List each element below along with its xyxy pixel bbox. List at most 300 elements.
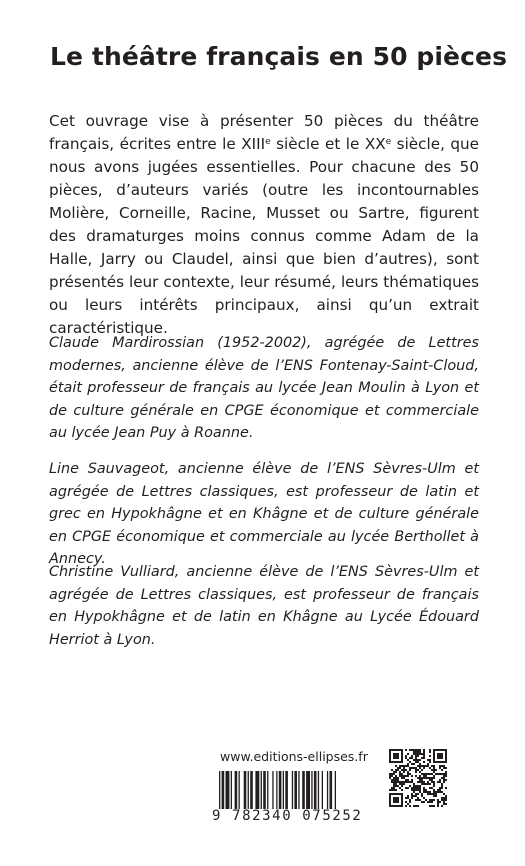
qr-module xyxy=(433,795,435,797)
qr-module xyxy=(397,777,399,779)
qr-module xyxy=(401,797,403,799)
barcode-bar xyxy=(267,771,268,809)
qr-module xyxy=(415,749,417,751)
qr-module xyxy=(421,765,423,767)
qr-module xyxy=(399,767,401,769)
qr-module xyxy=(433,767,435,769)
qr-module xyxy=(403,767,405,769)
qr-module xyxy=(423,751,425,753)
qr-module xyxy=(419,799,421,801)
qr-module xyxy=(419,789,421,791)
qr-module xyxy=(419,753,421,755)
qr-module xyxy=(419,791,421,793)
qr-module xyxy=(389,793,391,795)
qr-module xyxy=(407,781,409,783)
qr-module xyxy=(417,797,419,799)
qr-module xyxy=(393,805,395,807)
qr-module xyxy=(431,777,433,779)
qr-module xyxy=(389,759,391,761)
qr-module xyxy=(393,757,395,759)
isbn-number: 9 782340 075252 xyxy=(212,808,363,824)
barcode-bar xyxy=(322,771,323,809)
qr-module xyxy=(391,779,393,781)
qr-module xyxy=(415,785,417,787)
qr-module xyxy=(405,755,407,757)
qr-module xyxy=(429,749,431,751)
qr-module xyxy=(439,761,441,763)
qr-module xyxy=(393,789,395,791)
barcode-bar xyxy=(335,771,336,809)
qr-module xyxy=(407,787,409,789)
qr-module xyxy=(413,749,415,751)
qr-module xyxy=(395,771,397,773)
qr-module xyxy=(415,769,417,771)
qr-module xyxy=(417,789,419,791)
qr-module xyxy=(421,753,423,755)
barcode-bar xyxy=(318,771,319,809)
qr-module xyxy=(407,797,409,799)
qr-module xyxy=(413,791,415,793)
qr-module xyxy=(439,789,441,791)
qr-module xyxy=(445,757,447,759)
qr-module xyxy=(443,765,445,767)
qr-module xyxy=(405,765,407,767)
qr-module xyxy=(397,755,399,757)
qr-module xyxy=(443,749,445,751)
barcode-bar xyxy=(311,771,312,809)
barcode-bar xyxy=(263,771,266,809)
qr-module xyxy=(395,779,397,781)
barcode-bar xyxy=(231,771,232,809)
qr-module xyxy=(413,789,415,791)
qr-module xyxy=(397,793,399,795)
qr-module xyxy=(443,767,445,769)
qr-module xyxy=(397,761,399,763)
qr-module xyxy=(411,795,413,797)
qr-module xyxy=(433,793,435,795)
qr-module xyxy=(433,757,435,759)
qr-module xyxy=(445,771,447,773)
qr-module xyxy=(421,795,423,797)
qr-module xyxy=(435,795,437,797)
qr-module xyxy=(417,781,419,783)
qr-module xyxy=(405,775,407,777)
publisher-url: www.editions-ellipses.fr xyxy=(220,749,368,764)
qr-module xyxy=(417,761,419,763)
qr-module xyxy=(407,765,409,767)
qr-module xyxy=(427,759,429,761)
barcode-bar xyxy=(298,771,299,809)
qr-module xyxy=(413,767,415,769)
qr-module xyxy=(421,773,423,775)
barcode-bar xyxy=(279,771,282,809)
qr-module xyxy=(437,805,439,807)
qr-module xyxy=(405,781,407,783)
barcode-bar xyxy=(261,771,262,809)
barcode-bar xyxy=(222,771,225,809)
qr-module xyxy=(439,755,441,757)
qr-module xyxy=(439,779,441,781)
qr-module xyxy=(407,779,409,781)
qr-module xyxy=(417,751,419,753)
qr-module xyxy=(437,761,439,763)
qr-module xyxy=(397,785,399,787)
qr-module xyxy=(437,753,439,755)
qr-module xyxy=(441,761,443,763)
qr-module xyxy=(407,803,409,805)
qr-module xyxy=(441,805,443,807)
qr-module xyxy=(433,791,435,793)
qr-module xyxy=(409,757,411,759)
qr-module xyxy=(403,783,405,785)
qr-module xyxy=(429,751,431,753)
qr-module xyxy=(389,795,391,797)
qr-module xyxy=(445,755,447,757)
qr-module xyxy=(417,785,419,787)
qr-module xyxy=(393,801,395,803)
qr-module xyxy=(393,779,395,781)
book-title: Le théâtre français en 50 pièces xyxy=(50,42,508,71)
qr-module xyxy=(427,773,429,775)
qr-module xyxy=(419,785,421,787)
qr-module xyxy=(417,793,419,795)
qr-module xyxy=(395,785,397,787)
qr-module xyxy=(441,785,443,787)
qr-module xyxy=(435,773,437,775)
qr-module xyxy=(433,759,435,761)
qr-module xyxy=(445,753,447,755)
qr-module xyxy=(431,787,433,789)
qr-module xyxy=(393,783,395,785)
qr-module xyxy=(431,793,433,795)
qr-module xyxy=(423,781,425,783)
qr-module xyxy=(411,789,413,791)
qr-module xyxy=(433,775,435,777)
qr-module xyxy=(403,771,405,773)
qr-module xyxy=(413,753,415,755)
qr-module xyxy=(421,769,423,771)
qr-module xyxy=(429,755,431,757)
qr-module xyxy=(399,775,401,777)
qr-module xyxy=(437,749,439,751)
qr-module xyxy=(427,791,429,793)
qr-module xyxy=(389,801,391,803)
qr-module xyxy=(409,761,411,763)
qr-module xyxy=(389,789,391,791)
qr-module xyxy=(443,799,445,801)
qr-module xyxy=(399,781,401,783)
qr-module xyxy=(445,751,447,753)
qr-module xyxy=(435,793,437,795)
qr-module xyxy=(403,769,405,771)
qr-module xyxy=(433,751,435,753)
barcode-bar xyxy=(255,771,259,809)
qr-module xyxy=(407,773,409,775)
qr-module xyxy=(443,793,445,795)
qr-module xyxy=(389,749,391,751)
qr-module xyxy=(395,793,397,795)
qr-module xyxy=(419,765,421,767)
qr-module xyxy=(405,805,407,807)
qr-module xyxy=(399,765,401,767)
qr-module xyxy=(397,797,399,799)
qr-module xyxy=(393,777,395,779)
qr-module xyxy=(417,755,419,757)
qr-module xyxy=(445,799,447,801)
qr-module xyxy=(427,777,429,779)
qr-module xyxy=(393,749,395,751)
qr-module xyxy=(391,761,393,763)
qr-module xyxy=(433,753,435,755)
qr-module xyxy=(435,791,437,793)
qr-module xyxy=(407,771,409,773)
qr-module xyxy=(427,765,429,767)
qr-module xyxy=(401,749,403,751)
qr-module xyxy=(423,773,425,775)
qr-module xyxy=(445,803,447,805)
qr-module xyxy=(431,801,433,803)
qr-module xyxy=(433,749,435,751)
qr-module xyxy=(441,799,443,801)
qr-module xyxy=(441,765,443,767)
qr-module xyxy=(441,787,443,789)
qr-module xyxy=(401,759,403,761)
author-bio-sauvageot: Line Sauvageot, ancienne élève de l’ENS Sèvres-Ulm et agrégée de Lettres classiques, est professeur de latin et grec en Hypokhâgne et en Khâgne et de culture générale en CPGE économique et commerciale au lycée Berthollet à Annecy. xyxy=(49,461,479,567)
qr-module xyxy=(393,755,395,757)
barcode-bar xyxy=(302,771,305,809)
qr-module xyxy=(441,769,443,771)
qr-module xyxy=(401,769,403,771)
qr-module xyxy=(389,773,391,775)
qr-module xyxy=(395,781,397,783)
qr-module xyxy=(395,769,397,771)
qr-module xyxy=(399,749,401,751)
qr-module xyxy=(413,763,415,765)
qr-module xyxy=(421,783,423,785)
qr-module xyxy=(413,759,415,761)
qr-module xyxy=(405,801,407,803)
qr-module xyxy=(421,757,423,759)
qr-module xyxy=(389,775,391,777)
qr-module xyxy=(437,755,439,757)
barcode-bar xyxy=(314,771,317,809)
barcode-bar xyxy=(285,771,288,809)
qr-module xyxy=(411,755,413,757)
qr-module xyxy=(401,753,403,755)
qr-module xyxy=(429,791,431,793)
summary-text-2: siècle et le XX xyxy=(270,135,386,153)
qr-module xyxy=(389,805,391,807)
qr-module xyxy=(415,751,417,753)
qr-module xyxy=(395,799,397,801)
qr-module xyxy=(429,761,431,763)
qr-module xyxy=(391,773,393,775)
qr-module xyxy=(397,799,399,801)
qr-module xyxy=(445,779,447,781)
qr-module xyxy=(437,791,439,793)
qr-module xyxy=(395,783,397,785)
qr-module xyxy=(401,777,403,779)
qr-module xyxy=(411,793,413,795)
qr-module xyxy=(445,797,447,799)
qr-module xyxy=(423,757,425,759)
qr-module xyxy=(419,787,421,789)
qr-module xyxy=(443,803,445,805)
qr-module xyxy=(409,799,411,801)
qr-module xyxy=(445,749,447,751)
qr-module xyxy=(419,759,421,761)
qr-module xyxy=(445,761,447,763)
summary-text-3: siècle, que nous avons jugées essentielles. Pour chacune des 50 pièces, d’auteurs variés (outre les incontournables Molière, Corneille, Racine, Musset ou Sartre, figurent des dramaturges moins connus comme Adam de la Halle, Jarry ou Claudel, ainsi que bien d’autres), sont présentés leur contexte, leur résumé, leurs thématiques ou leurs intérêts principaux, ainsi qu’un extrait caractéristique. xyxy=(49,135,479,337)
qr-module xyxy=(407,795,409,797)
qr-module xyxy=(419,779,421,781)
qr-module xyxy=(423,797,425,799)
qr-module xyxy=(417,787,419,789)
qr-module xyxy=(411,779,413,781)
qr-module xyxy=(411,767,413,769)
qr-module xyxy=(409,767,411,769)
qr-module xyxy=(439,801,441,803)
qr-module xyxy=(399,805,401,807)
qr-module xyxy=(427,801,429,803)
qr-module xyxy=(419,777,421,779)
qr-module xyxy=(405,779,407,781)
qr-module xyxy=(425,791,427,793)
qr-module xyxy=(427,793,429,795)
qr-module xyxy=(431,779,433,781)
barcode-bar xyxy=(272,771,273,809)
qr-module xyxy=(391,749,393,751)
qr-module xyxy=(391,793,393,795)
qr-module xyxy=(435,769,437,771)
qr-module xyxy=(395,761,397,763)
century-superscript-2: e xyxy=(385,137,392,147)
qr-module xyxy=(395,775,397,777)
qr-module xyxy=(423,791,425,793)
barcode-bar xyxy=(248,771,249,809)
qr-module xyxy=(415,799,417,801)
qr-module xyxy=(399,787,401,789)
qr-module xyxy=(441,797,443,799)
qr-module xyxy=(413,751,415,753)
qr-module xyxy=(423,801,425,803)
qr-module xyxy=(413,785,415,787)
qr-module xyxy=(429,783,431,785)
qr-module xyxy=(393,781,395,783)
summary-text-1: Cet ouvrage vise à présenter 50 pièces du théâtre français, écrites entre le XIII xyxy=(49,112,479,153)
qr-module xyxy=(393,793,395,795)
author-bio-mardirossian: Claude Mardirossian (1952-2002), agrégée de Lettres modernes, ancienne élève de l’ENS Fontenay-Saint-Cloud, était professeur de français au lycée Jean Moulin à Lyon et de culture générale en CPGE économique et commerciale au lycée Jean Puy à Roanne. xyxy=(49,335,479,441)
qr-module xyxy=(393,773,395,775)
qr-module xyxy=(405,787,407,789)
qr-module xyxy=(415,755,417,757)
qr-module xyxy=(415,771,417,773)
qr-module xyxy=(405,757,407,759)
qr-module xyxy=(417,765,419,767)
qr-module xyxy=(411,797,413,799)
qr-module xyxy=(421,779,423,781)
barcode-bar xyxy=(327,771,328,809)
qr-module xyxy=(395,801,397,803)
qr-module xyxy=(411,749,413,751)
qr-module xyxy=(389,777,391,779)
qr-module xyxy=(389,755,391,757)
qr-module xyxy=(433,785,435,787)
qr-module xyxy=(419,781,421,783)
qr-module xyxy=(409,785,411,787)
qr-module xyxy=(393,761,395,763)
qr-module xyxy=(431,805,433,807)
qr-module xyxy=(415,753,417,755)
qr-module xyxy=(411,781,413,783)
qr-module xyxy=(439,787,441,789)
qr-module xyxy=(415,795,417,797)
qr-module xyxy=(423,775,425,777)
book-summary xyxy=(49,110,479,340)
qr-module xyxy=(445,795,447,797)
qr-module xyxy=(415,793,417,795)
qr-module xyxy=(433,781,435,783)
qr-module xyxy=(439,757,441,759)
qr-module xyxy=(437,801,439,803)
qr-module xyxy=(419,767,421,769)
qr-module xyxy=(429,777,431,779)
author-bio-vulliard: Christine Vulliard, ancienne élève de l’ENS Sèvres-Ulm et agrégée de Lettres classiques, est professeur de français en Hypokhâgne et de latin en Khâgne au Lycée Édouard Herriot à Lyon. xyxy=(49,564,479,648)
qr-module xyxy=(395,777,397,779)
qr-module xyxy=(395,797,397,799)
barcode-bar xyxy=(250,771,253,809)
qr-module xyxy=(437,799,439,801)
qr-module xyxy=(413,783,415,785)
qr-module xyxy=(401,801,403,803)
qr-module xyxy=(409,781,411,783)
barcode-bar xyxy=(294,771,297,809)
qr-module xyxy=(423,787,425,789)
qr-module xyxy=(419,763,421,765)
barcode-bar xyxy=(239,771,240,809)
qr-module xyxy=(431,773,433,775)
qr-module xyxy=(429,801,431,803)
qr-module xyxy=(417,799,419,801)
qr-module xyxy=(437,757,439,759)
qr-module xyxy=(393,799,395,801)
qr-module xyxy=(421,793,423,795)
qr-module xyxy=(401,775,403,777)
qr-module xyxy=(409,769,411,771)
barcode-bar xyxy=(276,771,277,809)
qr-module xyxy=(407,775,409,777)
qr-module xyxy=(441,773,443,775)
qr-module xyxy=(429,779,431,781)
qr-module xyxy=(439,791,441,793)
barcode-bar xyxy=(292,771,293,809)
qr-module xyxy=(397,767,399,769)
qr-module xyxy=(435,761,437,763)
qr-module xyxy=(427,763,429,765)
qr-module xyxy=(399,783,401,785)
barcode-bar xyxy=(283,771,284,809)
qr-module xyxy=(443,781,445,783)
qr-module xyxy=(391,769,393,771)
barcode-bar xyxy=(306,771,310,809)
isbn-barcode xyxy=(219,771,371,809)
qr-module xyxy=(423,783,425,785)
qr-module xyxy=(415,761,417,763)
qr-module xyxy=(417,805,419,807)
qr-module xyxy=(429,805,431,807)
qr-module xyxy=(415,789,417,791)
qr-module xyxy=(421,777,423,779)
